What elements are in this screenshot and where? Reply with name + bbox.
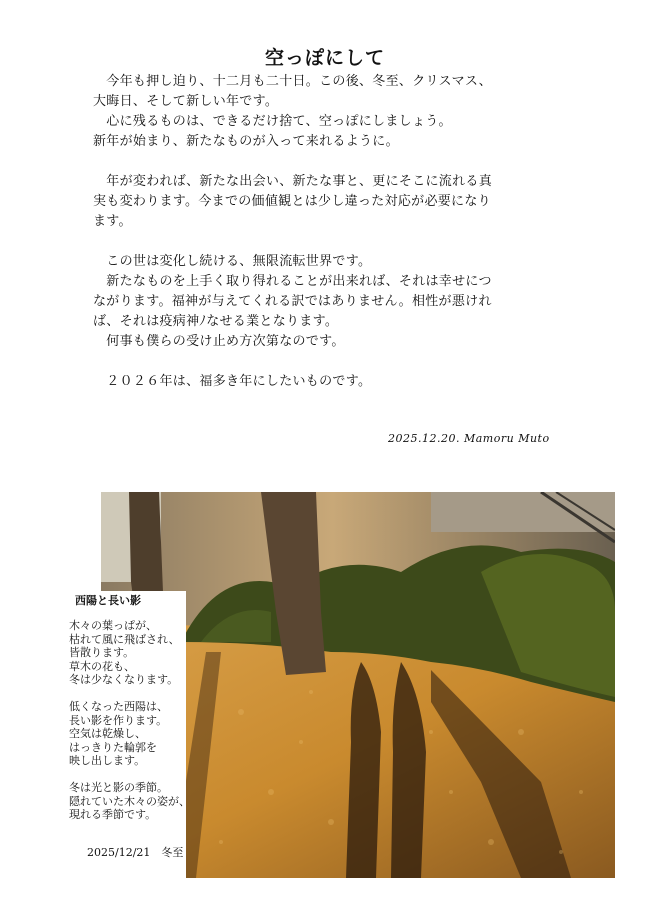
poem-date: 2025/12/21 冬至 bbox=[87, 846, 184, 859]
essay-line: 何事も僕らの受け止め方次第なのです。 bbox=[93, 334, 345, 349]
poem-line: 枯れて風に飛ばされ、 bbox=[69, 632, 180, 646]
poem-title: 西陽と長い影 bbox=[75, 594, 141, 607]
page-title: 空っぽにして bbox=[264, 46, 385, 69]
poem-line: 木々の葉っぱが、 bbox=[69, 619, 157, 632]
signature: 2025.12.20. Mamoru Muto bbox=[388, 432, 550, 445]
essay-line: ます。 bbox=[93, 214, 132, 229]
essay-line: 心に残るものは、できるだけ捨て、空っぽにしましょう。 bbox=[93, 114, 452, 129]
essay-line: ながります。福神が与えてくれる訳ではありません。相性が悪けれ bbox=[93, 294, 492, 309]
poem-stanza bbox=[69, 700, 186, 768]
essay-paragraph bbox=[93, 72, 563, 152]
poem-line: 現れる季節です。 bbox=[69, 808, 157, 821]
essay-line: 新年が始まり、新たなものが入って来れるように。 bbox=[93, 134, 399, 149]
poem-line: 皆散ります。 bbox=[69, 646, 135, 659]
essay-line: 大晦日、そして新しい年です。 bbox=[93, 94, 279, 109]
essay-line: ２０２６年は、福多き年にしたいものです。 bbox=[93, 374, 372, 389]
essay-body bbox=[93, 72, 563, 412]
poem-stanza bbox=[69, 781, 190, 822]
poem-line: 長い影を作ります。 bbox=[69, 713, 168, 727]
poem-line: 映し出します。 bbox=[69, 754, 146, 767]
poem-line: 空気は乾燥し、 bbox=[69, 727, 146, 740]
poem-body bbox=[69, 619, 190, 835]
essay-paragraph bbox=[93, 372, 563, 392]
poem-stanza bbox=[69, 619, 186, 687]
poem-line: はっきりた輪郭を bbox=[69, 740, 157, 754]
essay-line: この世は変化し続ける、無限流転世界です。 bbox=[93, 254, 372, 269]
essay-line: 年が変われば、新たな出会い、新たな事と、更にそこに流れる真 bbox=[93, 174, 493, 189]
poem-line: 冬は光と影の季節。 bbox=[69, 781, 168, 794]
poem-line: 低くなった西陽は、 bbox=[69, 700, 168, 713]
essay-paragraph bbox=[93, 172, 563, 232]
poem-panel bbox=[67, 591, 190, 878]
essay-line: 新たなものを上手く取り得れることが出来れば、それは幸せにつ bbox=[93, 274, 492, 289]
essay-line: 今年も押し迫り、十二月も二十日。この後、冬至、クリスマス、 bbox=[93, 74, 492, 89]
essay-paragraph bbox=[93, 252, 563, 352]
essay-line: ば、それは疫病神ﾉなせる業となります。 bbox=[93, 314, 339, 329]
essay-line: 実も変わります。今までの価値観とは少し違った対応が必要になり bbox=[93, 194, 491, 209]
poem-line: 冬は少なくなります。 bbox=[69, 673, 179, 686]
poem-line: 隠れていた木々の姿が、 bbox=[69, 794, 190, 808]
poem-line: 草木の花も、 bbox=[69, 659, 135, 673]
